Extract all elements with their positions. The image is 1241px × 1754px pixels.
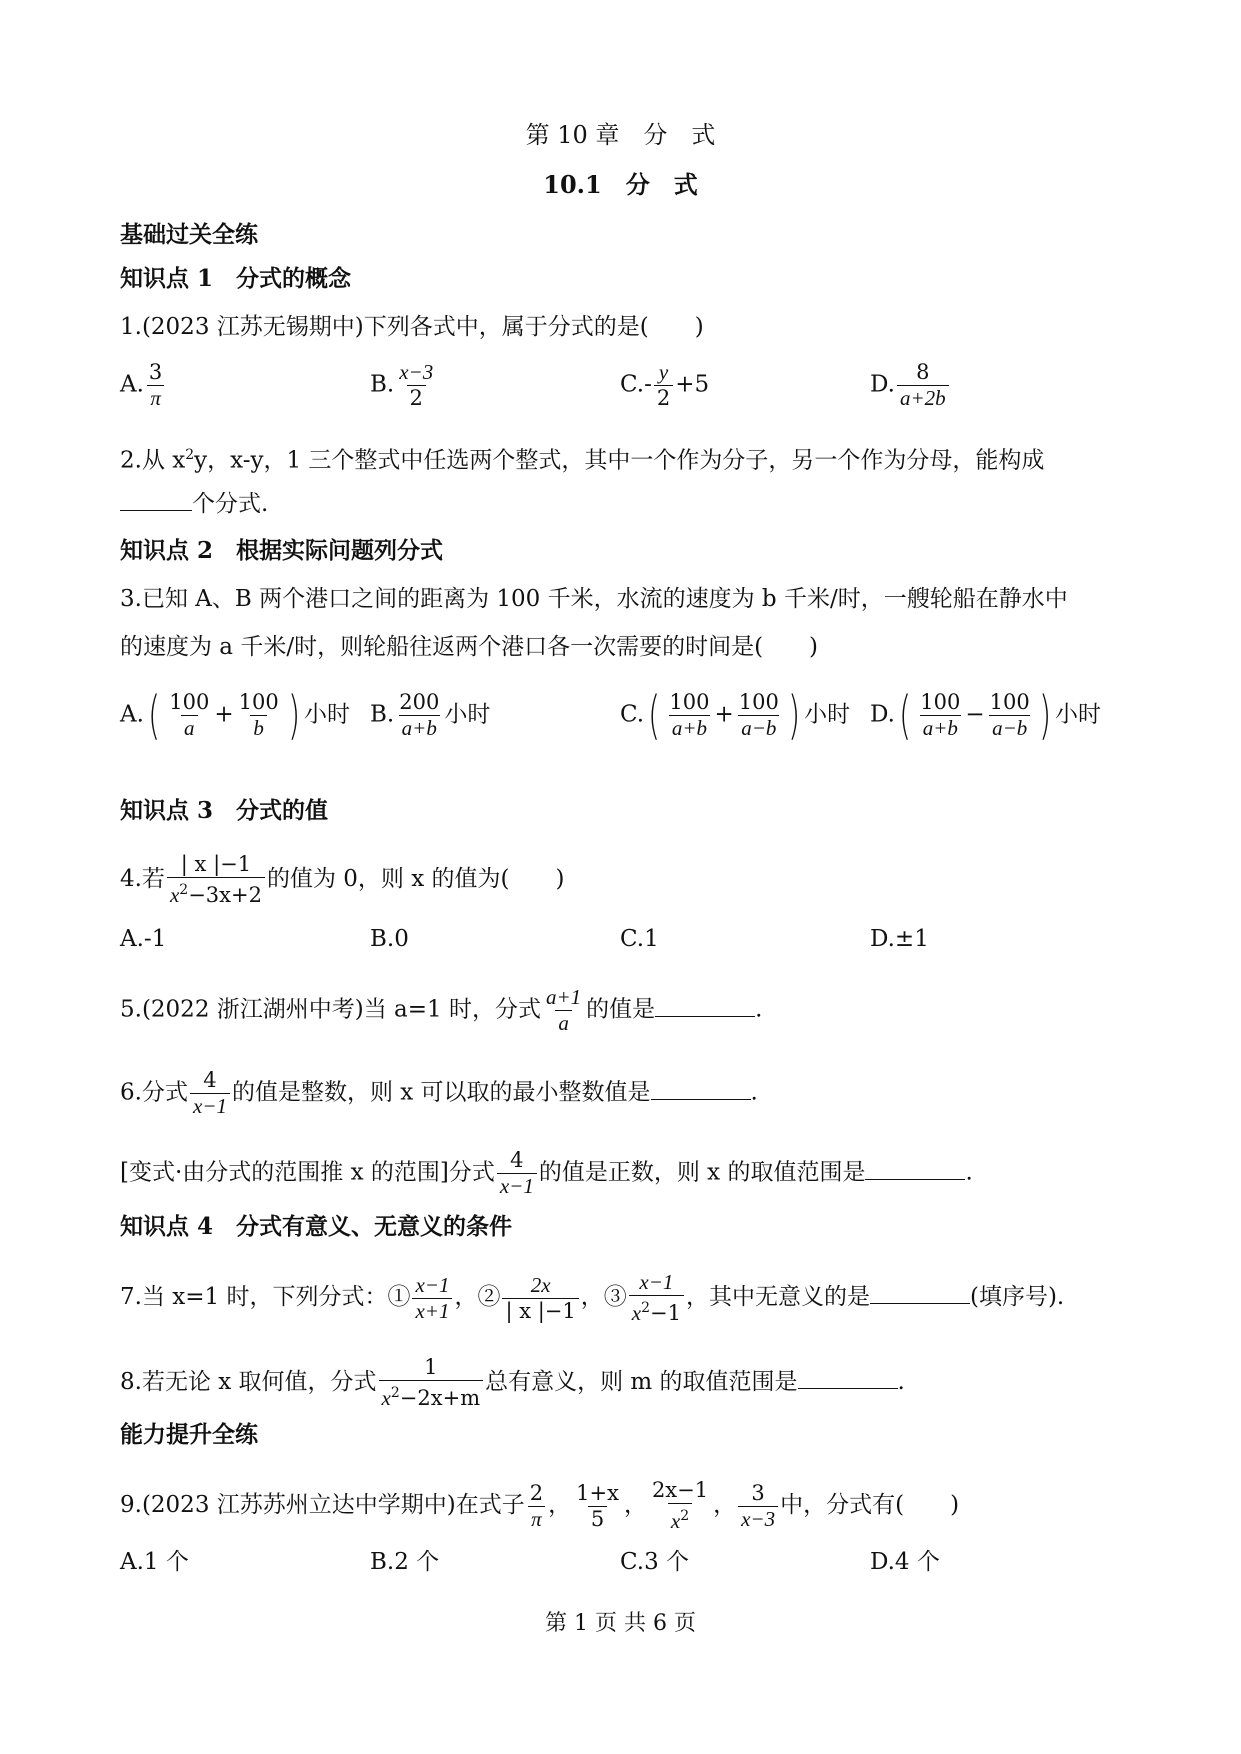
- q9-option-b: B.2 个: [370, 1549, 440, 1575]
- q3-option-a: A.( $\frac{100}{a}$ + $\frac{100}{b}$ ) 小时: [120, 685, 350, 746]
- answer-blank[interactable]: [651, 1077, 751, 1100]
- q3-option-c: C.( $\frac{100}{a+b}$ + $\frac{100}{a-b}$ ) 小时: [620, 685, 851, 746]
- question-9-stem: 9.(2023 江苏苏州立达中学期中)在式子 $\frac{2}{\pi}$ ， $\frac{1+x}{5}$ ， $\frac{2x-1}{x^2}$ ， $\frac{3}{x-3}$ 中，分式有( ): [120, 1478, 960, 1533]
- question-6: 6.分式 $\frac{4}{x-1}$ 的值是整数，则 x 可以取的最小整数值是 .: [120, 1068, 758, 1118]
- part-heading-basic: 基础过关全练: [120, 221, 258, 248]
- question-6-variant: [变式·由分式的范围推 x 的范围]分式 $\frac{4}{x-1}$ 的值是正数，则 x 的取值范围是 .: [120, 1148, 973, 1198]
- answer-blank[interactable]: [655, 994, 755, 1017]
- q1-option-c: C.- $\frac{y}{2}$ +5: [620, 360, 710, 410]
- q4-option-c: C.1: [620, 926, 659, 952]
- answer-blank[interactable]: [120, 488, 192, 511]
- q1-option-b: B. $\frac{x-3}{2}$: [370, 360, 434, 410]
- question-2-line-2: 个分式.: [120, 488, 268, 519]
- question-3-line-1: 3.已知 A、B 两个港口之间的距离为 100 千米，水流的速度为 b 千米/时，一艘轮船在静水中: [120, 586, 1068, 612]
- question-2-line-1: 2.从 $x^2y$，x-y，1 三个整式中任选两个整式，其中一个作为分子，另一个作为分母，能构成: [120, 447, 1045, 474]
- q3-option-d: D.( $\frac{100}{a+b}$ − $\frac{100}{a-b}$ ) 小时: [870, 685, 1101, 746]
- q1-option-a: A. $\frac{3}{\pi}$: [120, 360, 163, 410]
- question-7: 7.当 x=1 时，下列分式：① $\frac{x-1}{x+1}$ ，② $\frac{2x}{| x |-1}$ ，③ $\frac{x-1}{x^2-1}$ ，其中无意义的是 (填序号).: [120, 1270, 1065, 1325]
- q9-option-c: C.3 个: [620, 1549, 690, 1575]
- question-5: 5.(2022 浙江湖州中考)当 a=1 时，分式 $\frac{a+1}{a}$ 的值是 .: [120, 985, 763, 1035]
- knowledge-point-1: 知识点 1 分式的概念: [120, 265, 352, 292]
- answer-blank[interactable]: [798, 1366, 898, 1389]
- q3-option-b: B. $\frac{200}{a+b}$ 小时: [370, 690, 491, 740]
- q9-option-a: A.1 个: [120, 1549, 189, 1575]
- question-4-stem: 4.若 $\frac{| x |-1}{x^2-3x+2}$ 的值为 0，则 x 的值为( ): [120, 852, 565, 907]
- question-1-stem: 1.(2023 江苏无锡期中)下列各式中，属于分式的是( ): [120, 314, 704, 340]
- knowledge-point-2: 知识点 2 根据实际问题列分式: [120, 537, 444, 564]
- answer-blank[interactable]: [870, 1281, 970, 1304]
- section-title: 10.1 分 式: [543, 170, 698, 199]
- q4-option-b: B.0: [370, 926, 409, 952]
- question-8: 8.若无论 x 取何值，分式 $\frac{1}{x^2-2x+m}$ 总有意义，则 m 的取值范围是 .: [120, 1355, 905, 1410]
- q1-option-d: D. $\frac{8}{a+2b}$: [870, 360, 951, 411]
- knowledge-point-4: 知识点 4 分式有意义、无意义的条件: [120, 1213, 513, 1240]
- page-footer: 第 1 页 共 6 页: [545, 1611, 696, 1636]
- answer-blank[interactable]: [865, 1157, 965, 1180]
- q4-option-d: D.±1: [870, 926, 929, 952]
- question-3-line-2: 的速度为 a 千米/时，则轮船往返两个港口各一次需要的时间是( ): [120, 634, 819, 660]
- q4-option-a: A.-1: [120, 926, 167, 952]
- part-heading-advanced: 能力提升全练: [120, 1421, 258, 1448]
- q9-option-d: D.4 个: [870, 1549, 940, 1575]
- chapter-title: 第 10 章 分 式: [525, 121, 716, 149]
- knowledge-point-3: 知识点 3 分式的值: [120, 797, 329, 824]
